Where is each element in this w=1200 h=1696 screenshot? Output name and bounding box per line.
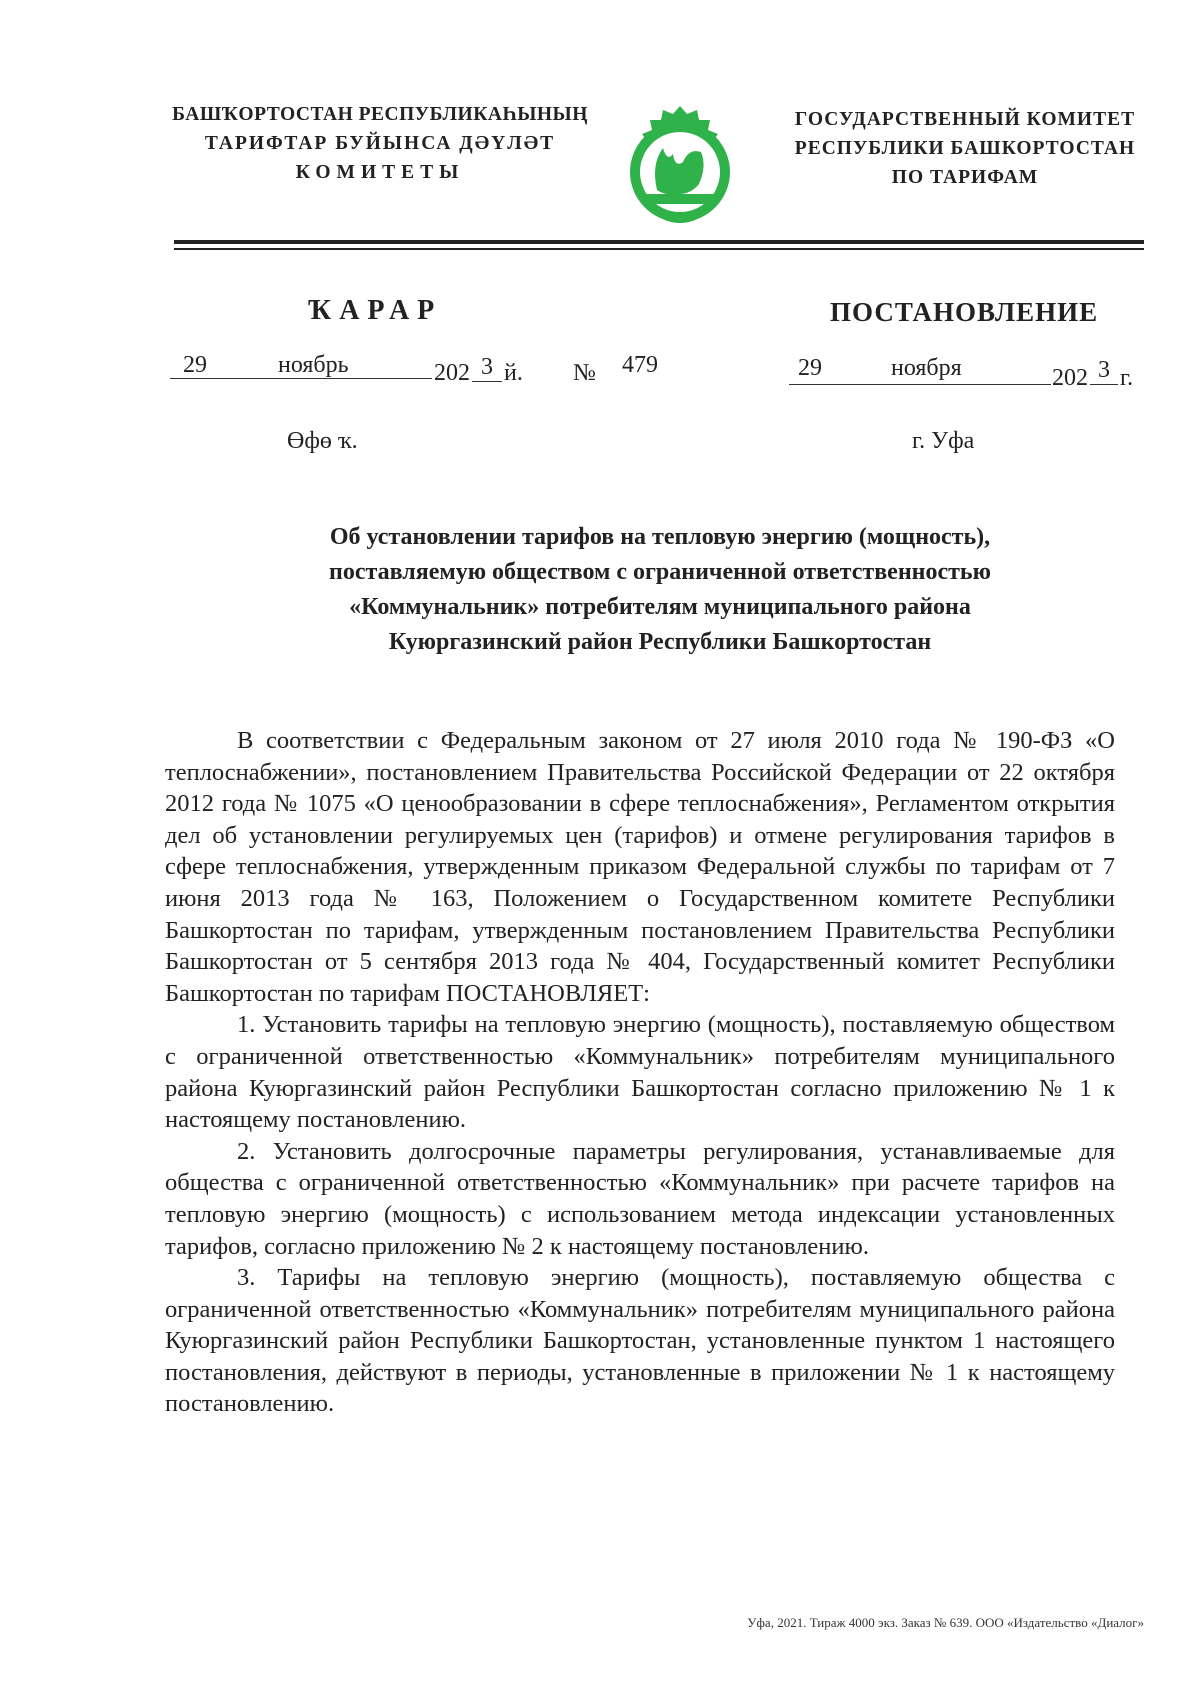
issuer-russian-line-3: ПО ТАРИФАМ [891, 167, 1039, 188]
date-right-year-prefix: 202 [1052, 365, 1088, 391]
doc-number-sign: № [573, 360, 596, 386]
document-title-line-1: Об установлении тарифов на тепловую энергию (мощность), [329, 524, 991, 550]
date-right-suffix: г. [1120, 365, 1134, 391]
document-title-line-2: поставляемую обществом с ограниченной ответственностью [329, 559, 991, 585]
date-right-underline [789, 384, 1051, 385]
document-body [165, 725, 1115, 1420]
date-right-year-digit: 3 [1090, 357, 1118, 385]
coat-of-arms-emblem [613, 102, 748, 237]
issuer-bashkir [170, 100, 590, 187]
date-left-suffix: й. [504, 360, 523, 386]
paragraph-item-3: 3. Тарифы на тепловую энергию (мощность), поставляемую общества с ограниченной ответственностью «Коммунальник» потребителям муниципального района Куюргазинский район Республики Башкортостан, установленные пунктом 1 настоящего постановления, действуют в периоды, установленные в приложении № 1 к настоящему постановлению. [165, 1264, 1115, 1418]
issuer-russian [785, 105, 1145, 192]
issuer-russian-line-2: РЕСПУБЛИКИ БАШКОРТОСТАН [794, 138, 1136, 159]
issuer-bashkir-line-2: ТАРИФТАР БУЙЫНСА ДӘҮЛӘТ [204, 133, 556, 154]
issuer-russian-line-1: ГОСУДАРСТВЕННЫЙ КОМИТЕТ [794, 109, 1136, 130]
issuer-bashkir-line-3: КОМИТЕТЫ [295, 162, 465, 183]
document-title-line-4: Куюргазинский район Республики Башкортостан [388, 629, 932, 655]
paragraph-item-1: 1. Установить тарифы на тепловую энергию (мощность), поставляемую обществом с ограниченной ответственностью «Коммунальник» потребителям муниципального района Куюргазинский район Республики Башкортостан согласно приложению № 1 к настоящему постановлению. [165, 1011, 1115, 1134]
date-left-day: 29 [183, 352, 207, 378]
date-right-month: ноября [891, 355, 962, 381]
city-bashkir: Өфө ҡ. [287, 428, 358, 454]
header-divider-thin [174, 248, 1144, 250]
document-title-line-3: «Коммунальник» потребителям муниципального района [349, 594, 971, 620]
city-russian: г. Уфа [912, 428, 975, 454]
date-left-month: ноябрь [278, 352, 349, 378]
date-left-year-digit: 3 [472, 354, 502, 382]
date-left-year-prefix: 202 [434, 360, 470, 386]
paragraph-preamble: В соответствии с Федеральным законом от 27 июля 2010 года № 190-ФЗ «О теплоснабжении», постановлением Правительства Российской Федерации от 22 октября 2012 года № 1075 «О ценообразовании в сфере теплоснабжения», Регламентом открытия дел об установлении регулируемых цен (тарифов) и отмене регулирования тарифов в сфере теплоснабжения, утвержденным приказом Федеральной службы по тарифам от 7 июня 2013 года № 163, Положением о Государственном комитете Республики Башкортостан по тарифам, утвержденным постановлением Правительства Республики Башкортостан от 5 сентября 2013 года № 404, Государственный комитет Республики Башкортостан по тарифам ПОСТАНОВЛЯЕТ: [165, 727, 1115, 1007]
issuer-bashkir-line-1: БАШҠОРТОСТАН РЕСПУБЛИКАҺЫНЫҢ [172, 104, 588, 125]
print-imprint: Уфа, 2021. Тираж 4000 экз. Заказ № 639. ООО «Издательство «Диалог» [747, 1615, 1144, 1630]
paragraph-item-2: 2. Установить долгосрочные параметры регулирования, устанавливаемые для общества с ограниченной ответственностью «Коммунальник» при расчете тарифов на тепловую энергию (мощность) с использованием метода индексации установленных тарифов, согласно приложению № 2 к настоящему постановлению. [165, 1137, 1115, 1260]
doc-number-value: 479 [622, 352, 658, 378]
header-divider-thick [174, 240, 1144, 244]
document-title [170, 520, 1150, 660]
doc-type-bashkir: ҠАРАР [308, 295, 443, 326]
date-right-day: 29 [798, 355, 822, 381]
doc-type-russian: ПОСТАНОВЛЕНИЕ [830, 297, 1099, 327]
